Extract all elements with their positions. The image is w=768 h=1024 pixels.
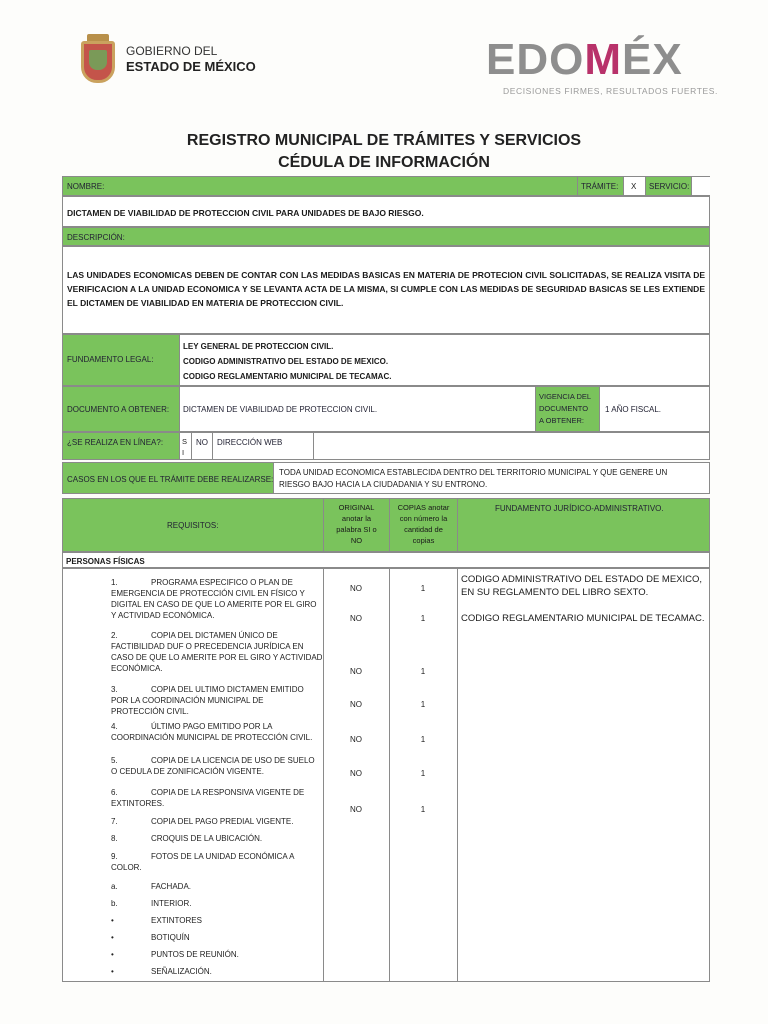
requisito-item [111,630,323,674]
gov-line-1: GOBIERNO DEL [126,44,218,58]
documento-row [62,386,710,432]
casos-row [62,462,710,494]
vigencia-value: 1 AÑO FISCAL. [605,405,662,414]
fundamento-value-2: CODIGO ADMINISTRATIVO DEL ESTADO DE MEXICO. [183,357,389,366]
requisito-item [111,577,323,621]
nombre-label: NOMBRE: [67,182,105,191]
gov-line-2: ESTADO DE MÉXICO [126,59,256,74]
requisitos-header-row [62,498,710,552]
requisito-text: O CEDULA DE ZONIFICACIÓN VIGENTE. [111,767,264,776]
requisito-text: EMERGENCIA DE PROTECCIÓN CIVIL EN FÍSICO Y [111,589,305,598]
si-2: I [182,448,185,457]
requisito-text: SEÑALIZACIÓN. [151,967,212,976]
descripcion-value: LAS UNIDADES ECONOMICAS DEBEN DE CONTAR CON LAS MEDIDAS BASICAS EN MATERIA DE PROTECION CIVIL SOLICITADAS, SE REALIZA VISITA DE VERIFICACION A LA UNIDAD ECONOMICA Y SE LEVANTA ACTA DE LA MISMA, SI CUMPLE CON LAS MEDIDAS DE SEGURIDAD BASICAS SE LES EXTIENDE EL DICTAMEN DE VIABILIDAD EN MATERIA DE PROTECCION CIVIL. [67,270,705,308]
copias-header-4: copias [412,536,435,545]
requisito-text: COORDINACIÓN MUNICIPAL DE PROTECCIÓN CIVIL. [111,733,313,742]
original-header [323,499,389,551]
fundamento-juridico-1a: CODIGO ADMINISTRATIVO DEL ESTADO DE MEXICO, [461,574,703,585]
copias-header-2: con número la [399,514,448,523]
tramite-mark: X [631,182,637,191]
requisito-item [111,851,323,873]
descripcion-value-row [62,246,710,334]
requisito-text: Y ACTIVIDAD ECONÓMICA. [111,611,215,620]
requisito-item [111,949,323,960]
requisito-text: COPIA DEL DICTAMEN ÚNICO DE [151,631,278,640]
requisito-text: BOTIQUÍN [151,933,190,942]
nombre-row [62,176,710,196]
fundamento-values [183,339,391,384]
tramite-label: TRÁMITE: [581,182,619,191]
no-option[interactable]: NO [196,438,208,447]
original-header-1: ORIGINAL [338,503,375,512]
requisito-number: 1. [111,578,118,587]
si-option[interactable] [182,436,187,458]
original-value: NO [350,735,362,744]
government-name [126,44,256,74]
copias-value: 1 [420,614,426,623]
requisito-number: 2. [111,631,118,640]
original-header-2: anotar la [341,514,372,523]
copias-value: 1 [420,805,426,814]
vigencia-label-2: DOCUMENTO [539,404,589,413]
direccion-web-label: DIRECCIÓN WEB [217,438,283,447]
en-linea-row [62,432,710,460]
original-value: NO [350,700,362,709]
original-value: NO [350,769,362,778]
slogan: DECISIONES FIRMES, RESULTADOS FUERTES. [502,86,718,96]
requisito-item [111,915,323,926]
fundamento-value-3: CODIGO REGLAMENTARIO MUNICIPAL DE TECAMAC. [183,372,392,381]
requisito-text: COPIA DEL ULTIMO DICTAMEN EMITIDO [151,685,304,694]
casos-value-2: RIESGO BAJO HACIA LA CIUDADANIA Y SU ENTRONO. [279,480,488,489]
requisito-text: EXTINTORES. [111,799,165,808]
requisito-number: b. [111,899,118,908]
vigencia-label-3: A OBTENER: [539,416,585,425]
original-value: NO [350,584,362,593]
requisito-text: PROGRAMA ESPECIFICO O PLAN DE [151,578,293,587]
requisito-item [111,755,323,777]
servicio-checkbox[interactable] [691,177,710,195]
fundamento-juridico-value-2: CODIGO REGLAMENTARIO MUNICIPAL DE TECAMAC. [461,613,705,624]
documento-value: DICTAMEN DE VIABILIDAD DE PROTECCION CIVIL. [183,405,378,414]
requisito-item [111,932,323,943]
copias-value: 1 [420,700,426,709]
requisito-text: ECONÓMICA. [111,664,163,673]
original-value: NO [350,667,362,676]
casos-label: CASOS EN LOS QUE EL TRÁMITE DEBE REALIZARSE: [67,475,274,484]
personas-fisicas-row [62,552,710,568]
requisito-number: • [111,933,114,942]
copias-header-3: cantidad de [404,525,443,534]
copias-value: 1 [420,584,426,593]
requisito-item [111,833,323,844]
requisito-text: FACHADA. [151,882,192,891]
requisito-text: COLOR. [111,863,142,872]
requisito-number: 5. [111,756,118,765]
requisito-text: COPIA DE LA LICENCIA DE USO DE SUELO [151,756,315,765]
requisito-number: 4. [111,722,118,731]
requisito-number: • [111,950,114,959]
original-value: NO [350,614,362,623]
fundamento-label: FUNDAMENTO LEGAL: [67,355,154,364]
fundamento-juridico-value-1 [461,573,702,599]
en-linea-label: ¿SE REALIZA EN LÍNEA?: [67,438,164,447]
fundamento-juridico-1b: EN SU REGLAMENTO DEL LIBRO SEXTO. [461,587,649,598]
requisito-text: COPIA DE LA RESPONSIVA VIGENTE DE [151,788,305,797]
nombre-value-row [62,196,710,227]
casos-value [279,467,667,491]
requisito-item [111,721,323,743]
requisito-number: 8. [111,834,118,843]
requisito-item [111,787,323,809]
fundamento-value-1: LEY GENERAL DE PROTECCION CIVIL. [183,342,334,351]
requisito-text: CASO DE QUE LO AMERITE POR EL GIRO Y ACTIVIDAD [111,653,323,662]
requisito-text: POR LA COORDINACIÓN MUNICIPAL DE [111,696,264,705]
original-value: NO [350,805,362,814]
descripcion-label: DESCRIPCIÓN: [67,233,125,242]
copias-value: 1 [420,667,426,676]
requisito-text: PROTECCIÓN CIVIL. [111,707,189,716]
edomex-brand [486,36,718,96]
fundamento-legal-row [62,334,710,386]
requisito-text: DIGITAL EN CASO DE QUE LO AMERITE POR EL GIRO [111,600,317,609]
vigencia-label-1: VIGENCIA DEL [539,392,592,401]
servicio-label: SERVICIO: [649,182,690,191]
si-1: S [182,437,188,446]
requisito-text: ÚLTIMO PAGO EMITIDO POR LA [151,722,273,731]
requisito-number: 3. [111,685,118,694]
copias-value: 1 [420,769,426,778]
requisito-number: • [111,967,114,976]
personas-fisicas-label: PERSONAS FÍSICAS [66,557,145,566]
requisito-number: 7. [111,817,118,826]
documento-label: DOCUMENTO A OBTENER: [67,405,170,414]
requisitos-body [62,568,710,982]
edomex-logo: EDOMÉX [486,35,683,84]
requisito-number: • [111,916,114,925]
fundamento-juridico-label: FUNDAMENTO JURÍDICO-ADMINISTRATIVO. [495,504,664,513]
copias-header [389,499,457,551]
requisito-item [111,881,323,892]
requisito-text: PUNTOS DE REUNIÓN. [151,950,239,959]
requisito-item [111,684,323,717]
state-seal-icon [78,34,118,84]
descripcion-row [62,227,710,246]
requisito-text: FACTIBILIDAD DUF O PRECEDENCIA JURÍDICA EN [111,642,304,651]
document-title: REGISTRO MUNICIPAL DE TRÁMITES Y SERVICIOS [186,132,582,149]
nombre-value: DICTAMEN DE VIABILIDAD DE PROTECCION CIVIL PARA UNIDADES DE BAJO RIESGO. [67,208,424,218]
copias-header-1: COPIAS anotar [397,503,450,512]
requisitos-label: REQUISITOS: [167,521,219,530]
original-header-3: palabra SI o [336,525,377,534]
copias-value: 1 [420,735,426,744]
requisito-item [111,898,323,909]
requisito-item [111,816,323,827]
tramite-checkbox[interactable] [623,177,645,195]
vigencia-label-cell [535,387,599,431]
casos-value-1: TODA UNIDAD ECONOMICA ESTABLECIDA DENTRO DEL TERRITORIO MUNICIPAL Y QUE GENERE UN [279,468,668,477]
requisito-text: FOTOS DE LA UNIDAD ECONÓMICA A [151,852,295,861]
document-subtitle: CÉDULA DE INFORMACIÓN [278,154,490,171]
requisito-text: INTERIOR. [151,899,192,908]
requisito-item [111,966,323,977]
requisito-text: EXTINTORES [151,916,202,925]
requisito-number: a. [111,882,118,891]
original-header-4: NO [350,536,363,545]
government-logo [78,34,256,84]
requisito-number: 6. [111,788,118,797]
requisito-text: COPIA DEL PAGO PREDIAL VIGENTE. [151,817,294,826]
requisito-number: 9. [111,852,118,861]
requisito-text: CROQUIS DE LA UBICACIÓN. [151,834,263,843]
